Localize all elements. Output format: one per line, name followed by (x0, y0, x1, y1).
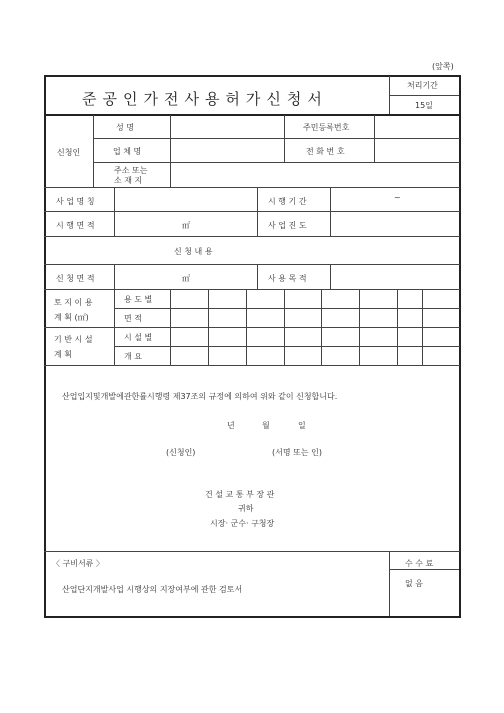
processing-period-label: 처리기간 (407, 81, 438, 90)
fee-mid-line (389, 569, 459, 570)
attachment-item: 산업단지개발사업 시행상의 지장여부에 관한 검토서 (62, 585, 243, 594)
request-col-line-1 (114, 265, 115, 289)
by-facility-label: 시 설 별 (124, 333, 153, 342)
usage-purpose-label: 사 용 목 적 (268, 274, 307, 283)
phone-label: 전 화 번 호 (306, 147, 345, 156)
address-label-line1: 주소 또는 (114, 166, 148, 175)
resident-number-label: 주민등록번호 (303, 123, 350, 132)
address-field[interactable] (176, 166, 454, 184)
land-area-label: 면 적 (124, 314, 142, 323)
by-use-label: 용 도 별 (124, 295, 153, 304)
form-title: 준공인가전사용허가신청서 (82, 90, 328, 108)
infra-label-line2: 계 획 (54, 350, 72, 359)
land-use-mid-line (114, 308, 460, 309)
grid-col-line-8 (397, 290, 398, 366)
resident-number-field[interactable] (380, 119, 455, 134)
name-field[interactable] (176, 119, 280, 134)
form-border-bottom (44, 616, 460, 618)
processing-divider (389, 95, 459, 96)
grid-col-line-9 (422, 290, 423, 366)
grid-bottom-line (44, 365, 460, 366)
attachments-label: 〈 구비서류 〉 (52, 559, 104, 568)
honorific: 귀하 (238, 504, 254, 513)
processing-period-value: 15일 (415, 101, 433, 110)
land-use-label-line1: 토 지 이 용 (54, 298, 93, 307)
request-area-field[interactable] (120, 269, 180, 284)
company-name-field[interactable] (176, 143, 280, 158)
land-use-label-line2: 계 획 (㎡) (54, 313, 89, 322)
execution-area-label: 시 행 면 적 (56, 221, 95, 230)
request-area-unit: ㎡ (182, 274, 190, 283)
project-row-line (44, 211, 460, 212)
request-col-line-2 (257, 265, 258, 289)
business-name-field[interactable] (120, 192, 253, 207)
business-name-label: 사 업 명 칭 (56, 197, 95, 206)
applicant-row-line-2 (93, 162, 460, 163)
execution-area-unit: ㎡ (182, 221, 190, 230)
address-label-line2: 소 재 지 (114, 176, 143, 185)
execution-area-field[interactable] (120, 216, 180, 231)
request-section-title: 신 청 내 용 (174, 247, 213, 256)
project-bottom-line (44, 236, 460, 237)
applicant-label-col-line (170, 115, 171, 188)
period-separator: ~ (394, 193, 401, 202)
name-label: 성 명 (116, 123, 134, 132)
request-col-line-3 (330, 265, 331, 289)
grid-col-line-5 (284, 290, 285, 366)
execution-period-label: 시 행 기 간 (268, 197, 307, 206)
application-statement: 산업입지및개발에관한률시행령 제37조의 규정에 의하여 위와 같이 신청합니다. (62, 392, 338, 401)
phone-field[interactable] (380, 143, 455, 158)
grid-col-line-7 (359, 290, 360, 366)
grid-col-line-6 (321, 290, 322, 366)
applicant-bottom-line (44, 187, 460, 188)
addressee-minister: 건 설 교 통 부 장 관 (205, 490, 275, 499)
applicant-right-col-line (374, 115, 375, 163)
applicant-sign-label: (신청인) (166, 448, 196, 457)
project-col-line-3 (330, 188, 331, 237)
grid-col-line-3 (208, 290, 209, 366)
infra-label-line1: 기 반 시 설 (54, 335, 93, 344)
land-infra-separator (44, 327, 460, 328)
project-col-line-2 (257, 188, 258, 237)
signature-label: (서명 또는 인) (272, 448, 322, 457)
addressee-local-heads: 시장· 군수· 구청장 (210, 519, 275, 528)
applicant-col-line (93, 115, 94, 188)
grid-col-line-2 (170, 290, 171, 366)
front-page-note: (앞쪽) (432, 62, 454, 71)
form-border-left (44, 75, 46, 618)
request-area-label: 신 청 면 적 (56, 274, 95, 283)
summary-label: 개 요 (124, 352, 142, 361)
fee-label: 수 수 료 (405, 559, 434, 568)
applicant-label: 신청인 (57, 148, 81, 157)
grid-col-line-1 (114, 290, 115, 366)
applicant-row-line-1 (93, 138, 460, 139)
project-col-line-1 (114, 188, 115, 237)
fee-value: 없 음 (405, 579, 423, 588)
applicant-mid-col-line (284, 115, 285, 163)
business-progress-field[interactable] (336, 216, 455, 231)
company-name-label: 업 체 명 (113, 147, 142, 156)
attachments-top-line (44, 551, 460, 552)
date-month-label: 월 (262, 421, 270, 430)
fee-col-line (389, 552, 390, 616)
infra-mid-line (114, 346, 460, 347)
title-bottom-line (44, 114, 460, 116)
execution-period-field[interactable] (336, 192, 455, 207)
usage-purpose-field[interactable] (336, 269, 455, 284)
grid-col-line-4 (246, 290, 247, 366)
date-day-label: 일 (298, 421, 306, 430)
date-year-label: 년 (227, 421, 235, 430)
form-border-top (44, 75, 460, 77)
business-progress-label: 사 업 진 도 (268, 221, 307, 230)
request-title-line (44, 264, 460, 265)
